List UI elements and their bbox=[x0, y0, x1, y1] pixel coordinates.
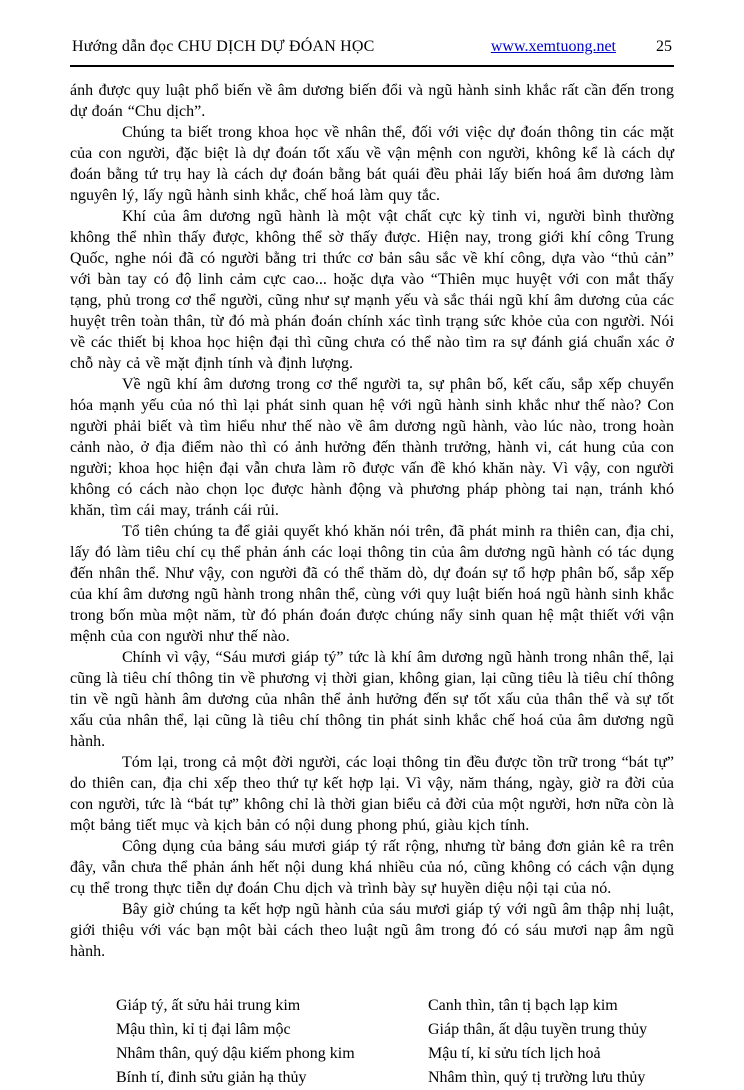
verse-line: Bính tí, đinh sửu giản hạ thủy bbox=[116, 1069, 307, 1086]
page-header bbox=[70, 34, 674, 56]
paragraph: Bây giờ chúng ta kết hợp ngũ hành của sáu mươi giáp tý với ngũ âm thập nhị luật, giới thiệu với vác bạn một bài cách theo luật ngũ âm trong đó có sáu mươi nạp âm ngũ hành. bbox=[70, 901, 674, 960]
verse-line: Canh thìn, tân tị bạch lạp kim bbox=[428, 997, 618, 1014]
verse-line: Giáp tý, ất sửu hải trung kim bbox=[116, 997, 301, 1014]
verse-line: Nhâm thân, quý dậu kiếm phong kim bbox=[116, 1045, 355, 1062]
paragraph: Tổ tiên chúng ta để giải quyết khó khăn nói trên, đã phát minh ra thiên can, địa chi, lấy đó làm tiêu chí cụ thể phản ánh các loại thông tin của âm dương ngũ hành có tác dụng đến nhân thể. Như vậy, con người đã có thể thăm dò, dự đoán sự tổ hợp phân bố, sắp xếp của khí âm dương ngũ hành trong nhân thể, cùng với quy luật biến hoá ngũ hành sinh khắc trong bốn mùa một năm, từ đó phán đoán được chúng nẩy sinh quan hệ mật thiết với vận mệnh của con người như thế nào. bbox=[70, 523, 674, 645]
paragraph: Khí của âm dương ngũ hành là một vật chất cực kỳ tinh vi, người bình thường không thể nhìn thấy được, không thể sờ thấy được. Hiện nay, trong giới khí công Trung Quốc, nghe nói đã có người bằng tri thức cơ bản sâu sắc về khí công, dựa vào “thủ cản” với bàn tay có độ linh cảm cực cao... hoặc dựa vào “Thiên mục huyệt với con mắt thấy tạng, phủ trong cơ thể người, cũng như sự mạnh yếu và sắc thái ngũ khí âm dương của các huyệt trên toàn thân, từ đó mà phán đoán chính xác tình trạng sức khỏe của con người. Nói về các thiết bị khoa học hiện đại thì cũng chưa có thể nào tìm ra sự đánh giá chuẩn xác ở chỗ này cả về mặt định tính và định lượng. bbox=[70, 208, 674, 372]
paragraph: Chính vì vậy, “Sáu mươi giáp tý” tức là khí âm dương ngũ hành trong nhân thể, lại cũng là tiêu chí thông tin về phương vị thời gian, không gian, lại cũng tiêu là tiêu chí thông tin về ngũ hành âm dương của nhân thể ảnh hưởng đến sự tốt xấu của thân thể và sự tốt xấu của nhân thể, lại cũng là tiêu chí thông tin phát sinh khắc chế hoá của âm dương ngũ hành. bbox=[70, 649, 674, 750]
paragraph: Tóm lại, trong cả một đời người, các loại thông tin đều được tồn trữ trong “bát tự” do thiên can, địa chi xếp theo thứ tự kết hợp lại. Vì vậy, năm tháng, ngày, giờ ra đời của con người, tức là “bát tự” không chỉ là thời gian biểu cả đời của một người, hơn nữa còn là một bảng tiết mục và kịch bản có nội dung phong phú, giàu kịch tính. bbox=[70, 754, 674, 834]
verse-section bbox=[116, 994, 674, 1090]
verse-line: Giáp thân, ất dậu tuyền trung thủy bbox=[428, 1021, 648, 1038]
verse-line: Nhâm thìn, quý tị trường lưu thủy bbox=[428, 1069, 646, 1086]
page-number: 25 bbox=[656, 38, 672, 55]
header-title: Hướng dẫn đọc CHU DỊCH DỰ ĐÓAN HỌC bbox=[72, 38, 375, 55]
verse-line: Mậu thìn, kỉ tị đại lâm mộc bbox=[116, 1021, 291, 1038]
header-rule bbox=[70, 65, 674, 67]
paragraph: Công dụng của bảng sáu mươi giáp tý rất rộng, nhưng từ bảng đơn giản kê ra trên đây, vẫn chưa thể phản ánh hết nội dung khá nhiều của nó, cũng không có cách vận dụng cụ thể trong thực tiễn dự đoán Chu dịch và trình bày sự huyền diệu nội tại của nó. bbox=[70, 838, 674, 897]
body-text bbox=[70, 80, 674, 962]
verse-column-right bbox=[428, 994, 674, 1090]
paragraph: Chúng ta biết trong khoa học về nhân thể, đối với việc dự đoán thông tin các mặt của con người, đặc biệt là dự đoán tốt xấu về vận mệnh con người, không kể là cách dự đoán bằng tứ trụ hay là cách dự đoán bằng bát quái đều phải lấy biến hoá âm dương làm nguyên lý, lấy ngũ hành sinh khắc, chế hoá làm quy tắc. bbox=[70, 124, 674, 204]
website-link[interactable]: www.xemtuong.net bbox=[490, 38, 616, 55]
paragraph: ánh được quy luật phổ biến về âm dương biến đổi và ngũ hành sinh khắc rất cần đến trong dự đoán “Chu dịch”. bbox=[70, 82, 674, 120]
header-right bbox=[491, 38, 672, 56]
verse-line: Mậu tí, kỉ sửu tích lịch hoả bbox=[428, 1045, 601, 1062]
paragraph: Về ngũ khí âm dương trong cơ thể người ta, sự phân bố, kết cấu, sắp xếp chuyển hóa mạnh yếu của nó thì lại phát sinh quan hệ với ngũ hành sinh khắc như thế nào? Con người phải biết và tìm hiểu như thế nào về âm dương ngũ hành, vào lúc nào, trong hoàn cảnh nào, ở địa điểm nào thì có ảnh hưởng đến thành trưởng, hành vi, cát hung của con người; khoa học hiện đại vẫn chưa làm rõ được vấn đề khó khăn này. Vì vậy, con người không có cách nào chọn lọc được hành động và phương pháp phòng tai nạn, tránh khó khăn, tìm cái may, tránh cái rủi. bbox=[70, 376, 674, 519]
verse-column-left bbox=[116, 994, 428, 1090]
